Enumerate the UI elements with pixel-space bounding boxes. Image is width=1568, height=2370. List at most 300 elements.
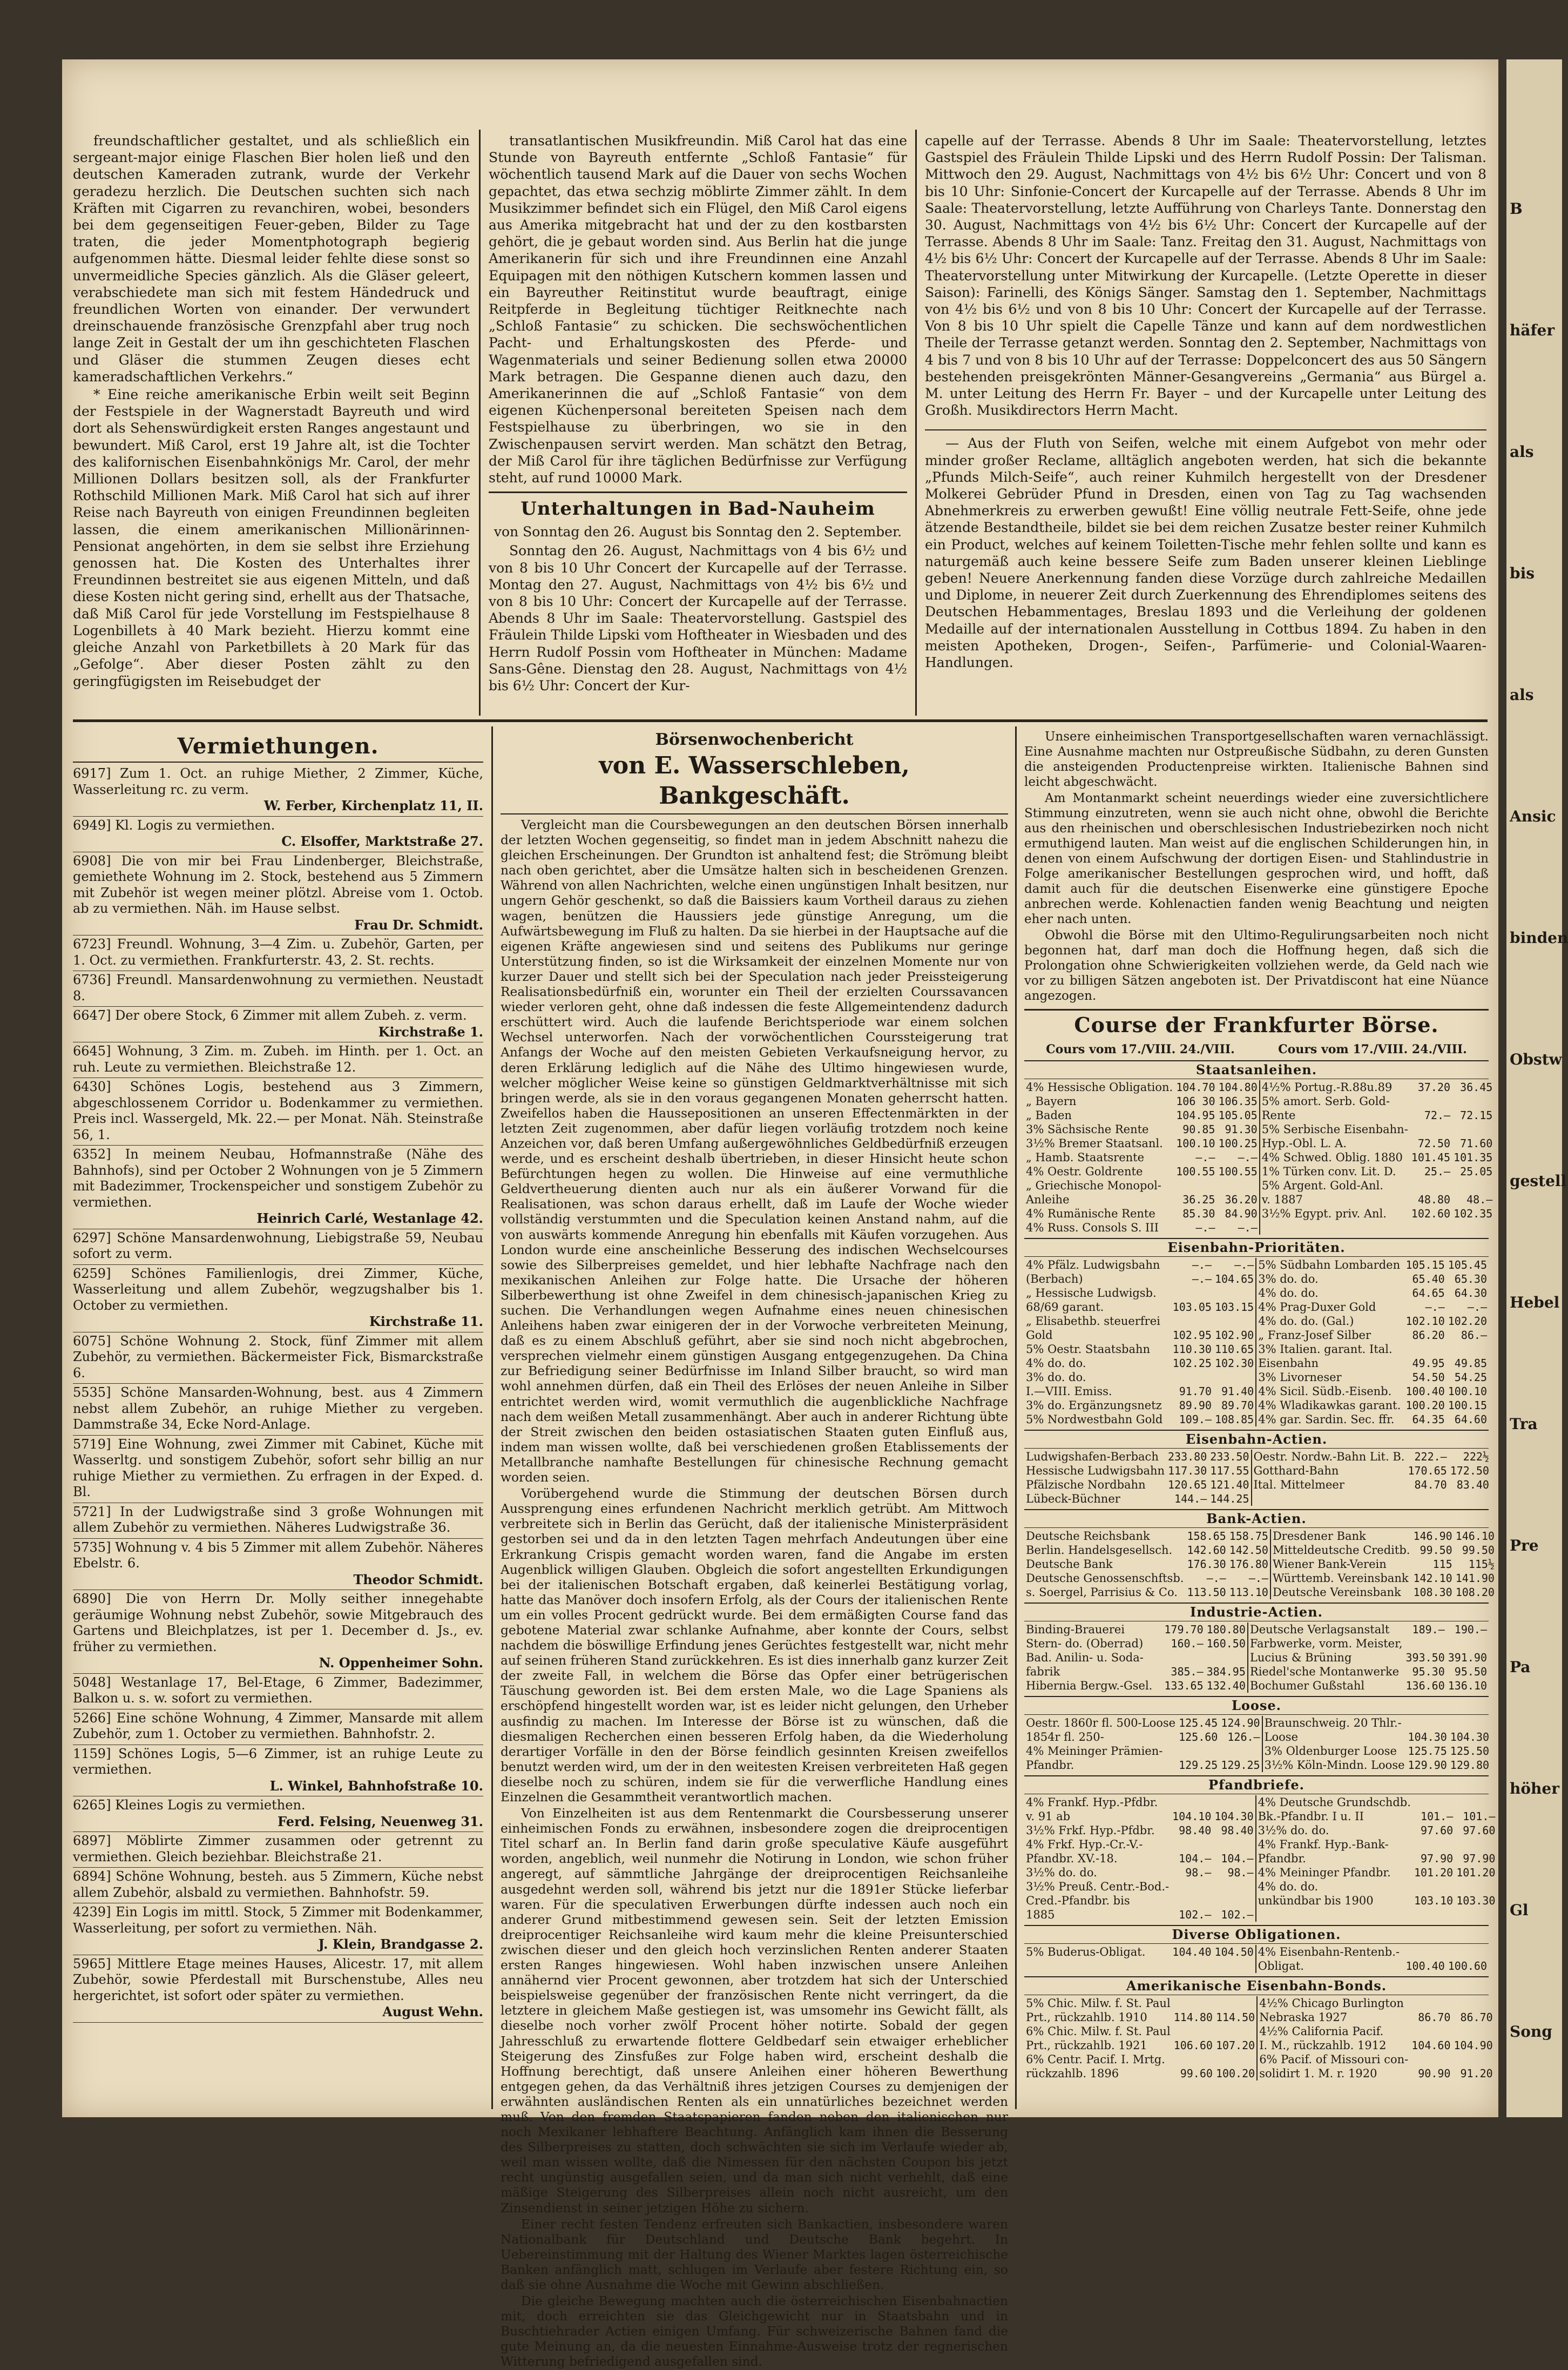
ad-text: 6723] Freundl. Wohnung, 3—4 Zim. u. Zubehör, Garten, per 1. Oct. zu vermiethen. Frankfurterstr. 43, 2. St. rechts. [73, 937, 483, 968]
course-value: 104.— [1179, 1852, 1212, 1865]
course-row [1024, 1543, 1496, 1557]
course-row [1024, 1450, 1491, 1464]
security-name: 1% Türken conv. Lit. D. [1261, 1165, 1396, 1178]
course-value: 91.70 [1179, 1385, 1212, 1398]
course-value: 49.95 [1412, 1357, 1445, 1370]
course-row [1024, 1412, 1489, 1426]
security-name: Nebraska 1927 [1259, 2011, 1348, 2024]
course-value: 103.10 [1414, 1894, 1454, 1907]
course-row [1024, 1996, 1495, 2010]
top-column-2 [489, 132, 907, 716]
course-row [1024, 1370, 1489, 1384]
security-name: Riedel'sche Montanwerke [1249, 1665, 1400, 1678]
course-value: 99.60 [1180, 2067, 1213, 2080]
ad-text: 6736] Freundl. Mansardenwohnung zu vermiethen. Neustadt 8. [73, 972, 483, 1004]
course-value: 97.90 [1420, 1852, 1454, 1865]
course-value: 384.95 [1205, 1665, 1248, 1679]
security-name: „ Elisabethb. steuerfrei [1026, 1315, 1160, 1328]
security-name: Lucius & Brüning [1249, 1651, 1352, 1664]
course-value: 146.90 [1413, 1530, 1452, 1543]
security-name: 5% amort. Serb. Gold- [1261, 1095, 1390, 1108]
classified-ad [73, 765, 483, 817]
course-value: 233.80 [1168, 1450, 1207, 1463]
course-value: 102.60 [1411, 1207, 1451, 1220]
course-value: 189.— [1412, 1623, 1445, 1636]
security-name: 4% Frkf. Hyp.-Cr.-V.- [1026, 1838, 1143, 1851]
ad-signature: N. Oppenheimer Sohn. [319, 1655, 483, 1671]
courses-header-right: Cours vom 17./VIII. 24./VIII. [1278, 1042, 1467, 1056]
course-row [1024, 2010, 1495, 2024]
security-name: Hyp.-Obl. L. A. [1261, 1137, 1347, 1150]
course-value: 176.80 [1228, 1557, 1270, 1571]
course-value: 114.50 [1214, 2010, 1257, 2024]
course-row [1024, 1492, 1491, 1506]
course-value [1447, 1945, 1489, 1959]
course-value [1455, 1795, 1497, 1809]
security-name [1252, 1492, 1407, 1506]
course-value: 102.— [1213, 1908, 1255, 1922]
classified-ad [73, 1332, 483, 1384]
course-value [1213, 1959, 1256, 1973]
course-value: 125.50 [1450, 1745, 1490, 1758]
course-value: 104.30 [1408, 1731, 1447, 1743]
security-name: 4% Russ. Consols S. III [1026, 1221, 1159, 1234]
course-row [1024, 1108, 1494, 1122]
security-name: 4% do. do. [1026, 1357, 1086, 1370]
courses-title: Course der Frankfurter Börse. [1024, 1009, 1489, 1040]
course-row [1024, 1398, 1489, 1412]
ad-text: 6430] Schönes Logis, bestehend aus 3 Zimmern, abgeschlossenem Corridor u. Bodenkammer zu vermiethen. Preis incl. Wassergeld, Mk. 22.— per Monat. Näh. Steinstraße 56, 1. [73, 1079, 483, 1142]
course-value: 105.45 [1448, 1258, 1487, 1271]
security-name: Pfälzische Nordbahn [1026, 1478, 1146, 1491]
course-row [1024, 1651, 1489, 1665]
course-value: 160.50 [1205, 1637, 1248, 1651]
security-name [1260, 1221, 1410, 1235]
report-paragraph: Einer recht festen Tendenz erfreuten sich Bankactien, insbesondere waren Nationalbank für Deutschland und Deutsche Bank begehrt. In Uebereinstimmung mit der Haltung des Wiener Marktes lagen österreichische Banken anfänglich matt, schlugen im Verlaufe aber festere Richtung ein, so daß sie ohne Ausnahme die Woche mit Gewinn abschließen. [501, 2217, 1008, 2292]
ads-list [73, 765, 483, 2023]
course-row [1024, 1179, 1494, 1193]
ad-text: 4239] Ein Logis im mittl. Stock, 5 Zimmer mit Bodenkammer, Wasserleitung, per sofort zu vermiethen. Näh. [73, 1904, 483, 1936]
course-value [1171, 1959, 1213, 1973]
security-name: 1885 [1026, 1908, 1055, 1921]
course-value [1171, 1795, 1213, 1809]
course-row [1024, 1258, 1489, 1272]
section-heading: Unterhaltungen in Bad-Nauheim [489, 491, 907, 521]
security-name: Hessische Ludwigsbahn [1026, 1464, 1165, 1477]
classified-ad [73, 817, 483, 852]
course-value: 54.50 [1412, 1371, 1445, 1384]
security-name: solidirt 1. M. r. 1920 [1259, 2067, 1377, 2080]
security-name: 3½% Egypt. priv. Anl. [1261, 1207, 1387, 1220]
course-value [1174, 1179, 1216, 1193]
ad-text: 1159] Schönes Logis, 5—6 Zimmer, ist an ruhige Leute zu vermiethen. [73, 1746, 483, 1777]
course-value [1452, 2024, 1494, 2038]
course-value: 170.65 [1408, 1464, 1447, 1477]
security-name: 4% gar. Sardin. Sec. ffr. [1258, 1413, 1395, 1426]
security-name: 3½% Köln-Mindn. Loose [1264, 1759, 1405, 1772]
classified-ad [73, 1436, 483, 1503]
course-value [1410, 1221, 1452, 1235]
course-value: 64.65 [1412, 1287, 1445, 1300]
security-name: Bochumer Gußstahl [1249, 1679, 1365, 1692]
ad-signature: L. Winkel, Bahnhofstraße 10. [269, 1777, 483, 1794]
newspaper-page [62, 59, 1498, 2369]
classified-ad [73, 1796, 483, 1832]
course-row [1024, 1730, 1491, 1744]
course-value: 104.10 [1172, 1810, 1212, 1823]
course-table [1024, 1622, 1489, 1693]
report-paragraph: Die gleiche Bewegung machten auch die österreichischen Eisenbahnactien mit, doch erreichten sie das Gleichgewicht nur in Staatsbahn und in Buschtiehrader Actien einigen Umfang. Für schweizerische Bahnen fand die gute Meinung an, da die neuesten Einnahme-Ausweise trotz der regnerischen Witterung befriedigend ausgefallen sind. [501, 2294, 1008, 2369]
course-value: 99.50 [1462, 1544, 1495, 1557]
course-value: 90.85 [1182, 1123, 1215, 1136]
course-value [1171, 1880, 1213, 1894]
course-value: 120.65 [1168, 1478, 1207, 1491]
course-value [1213, 1370, 1256, 1384]
course-value: —.— [1195, 1221, 1215, 1234]
course-row [1024, 1557, 1496, 1571]
classified-ad [73, 1868, 483, 1903]
security-name: (Berbach) [1026, 1272, 1083, 1285]
course-value: 126.— [1219, 1730, 1262, 1744]
course-value: 36.25 [1182, 1193, 1215, 1206]
security-name: 4% Oestr. Goldrente [1026, 1165, 1143, 1178]
course-value: 115 [1432, 1558, 1452, 1571]
course-value: 129.80 [1450, 1759, 1490, 1772]
ad-text: 6297] Schöne Mansardenwohnung, Liebigstraße 59, Neubau sofort zu verm. [73, 1230, 483, 1261]
course-value [1214, 1996, 1257, 2010]
security-name: Farbwerke, vorm. Meister, [1249, 1637, 1403, 1650]
course-value: 179.70 [1164, 1623, 1204, 1636]
course-value [1452, 1221, 1494, 1235]
horizontal-divider [73, 719, 1488, 722]
course-row [1024, 1221, 1494, 1235]
course-value [1213, 1795, 1255, 1809]
classified-ad [73, 1007, 483, 1042]
course-value: 102.35 [1454, 1207, 1493, 1220]
security-name: 4% Deutsche Grundschdb. [1258, 1796, 1411, 1809]
course-value: 89.90 [1179, 1399, 1212, 1412]
report-paragraph: Obwohl die Börse mit den Ultimo-Regulirungsarbeiten noch nicht begonnen hat, darf man doch die Hoffnung hegen, daß sich die Prolongation ohne Schwierigkeiten vollziehen werde, da Geld nach wie vor zu billigen Sätzen angeboten ist. Der Privatdiscont hat eine Nüance angezogen. [1024, 928, 1489, 1003]
course-row [1024, 1342, 1489, 1356]
course-value: 104.50 [1213, 1945, 1256, 1959]
course-value: 64.35 [1412, 1413, 1445, 1426]
course-value: 104.70 [1176, 1081, 1215, 1094]
edge-fragment: binden [1510, 929, 1568, 947]
security-name: 5% Argent. Gold-Anl. [1261, 1179, 1383, 1192]
ad-text: 6075] Schöne Wohnung 2. Stock, fünf Zimmer mit allem Zubehör, zu vermiethen. Bäckermeister Fick, Bismarckstraße 6. [73, 1333, 483, 1381]
course-value: 117.30 [1168, 1464, 1207, 1477]
security-name: Deutsche Reichsbank [1026, 1530, 1150, 1543]
course-section-title: Eisenbahn-Actien. [1024, 1430, 1489, 1449]
course-section-title: Industrie-Actien. [1024, 1603, 1489, 1621]
ad-signature: Kirchstraße 11. [369, 1314, 483, 1329]
course-value: 98.— [1213, 1866, 1255, 1880]
course-value: 102.20 [1448, 1315, 1487, 1328]
course-value: 108.30 [1413, 1586, 1452, 1599]
course-section-title: Loose. [1024, 1696, 1489, 1715]
classified-ad [73, 971, 483, 1007]
security-name: 5% Oestr. Staatsbahn [1026, 1343, 1151, 1356]
course-value: 100.20 [1405, 1399, 1445, 1412]
course-value [1214, 2024, 1257, 2038]
security-name: Prt., rückzahlb. 1910 [1026, 2011, 1147, 2024]
course-value: 144.25 [1208, 1492, 1251, 1506]
security-name: Oestr. Nordw.-Bahn Lit. B. [1253, 1450, 1405, 1463]
classified-ad [73, 1265, 483, 1332]
ad-text: 6647] Der obere Stock, 6 Zimmer mit allem Zubeh. z. verm. [73, 1008, 467, 1023]
course-value [1410, 2024, 1452, 2038]
course-value: 158.65 [1187, 1530, 1226, 1543]
security-name: 5% Serbische Eisenbahn- [1261, 1123, 1408, 1136]
security-name: 3½% Frkf. Hyp.-Pfdbr. [1026, 1824, 1155, 1837]
course-value [1213, 1837, 1255, 1851]
security-name: 3½% Preuß. Centr.-Bod.- [1026, 1880, 1170, 1893]
course-value: 99.50 [1420, 1544, 1452, 1557]
course-value [1412, 1837, 1455, 1851]
course-row [1024, 1866, 1497, 1880]
course-value: 100.10 [1448, 1385, 1487, 1398]
course-value: 233.50 [1208, 1450, 1251, 1464]
course-value: 48.— [1466, 1193, 1493, 1206]
course-value: —.— [1195, 1151, 1215, 1164]
ad-signature: Theodor Schmidt. [353, 1571, 483, 1587]
course-value: 90.90 [1418, 2067, 1451, 2080]
course-value: 385.— [1171, 1665, 1204, 1678]
course-value: 136.10 [1448, 1679, 1487, 1692]
course-value: 95.50 [1454, 1665, 1487, 1678]
course-value: 104.60 [1411, 2039, 1451, 2052]
course-row [1024, 1637, 1489, 1651]
course-value: 102.90 [1213, 1328, 1256, 1342]
course-value [1412, 1908, 1455, 1922]
course-value: 65.30 [1454, 1272, 1487, 1285]
adjacent-page-edge [1506, 59, 1568, 2117]
report-paragraph: Vorübergehend wurde die Stimmung der deutschen Börsen durch Aussprengung eines erfundenen Nachricht merklich getrübt. Am Mittwoch verbreitete sich in Berlin das Gerücht, daß der italienische Ministerpräsident gestorben sei und da in den letzten Tagen mehrfach Andeutungen über eine Erkrankung Crispis gemacht worden waren, fand die Angabe im ersten Augenblick willigen Glauben. Obgleich die sofort angestellten Erkundigungen bei der italienischen Botschaft ergaben, daß keinerlei Bestätigung vorlag, hatte das Manöver doch insofern Erfolg, als der Cours der italienischen Rente um ein volles Procent gedrückt wurde. Bei dem ermäßigten Course fand das gebotene Material zwar schlanke Aufnahme, aber konnte der Cours, selbst nachdem die böswillige Erfindung jenes Gerüchtes festgestellt war, nicht mehr auf seinen früheren Stand zurückkehren. Es ist dies innerhalb ganz kurzer Zeit der zweite Fall, in welchem die Börse das Opfer einer betrügerischen Täuschung geworden ist. Bei dem ersten Male, wo die Lage Spaniens als erschöpfend hingestellt worden war, ist es leider nicht gelungen, den Urheber ausfindig zu machen. Im Interesse der Börse ist zu wünschen, daß die diesmaligen Recherchen einen besseren Erfolg haben, da die Wiederholung derartiger Vorfälle in den der Börse feindlich gesinnten Kreisen zweifellos benutzt werden wird, um der in den weitesten Kreisen verbreiteten Haß gegen dieselbe noch zu schüren, indem sie für die verwerfliche Handlung eines Einzelnen die Gesammtheit verantwortlich machen. [501, 1486, 1008, 1805]
ad-text: 5735] Wohnung v. 4 bis 5 Zimmer mit allem Zubehör. Näheres Ebelstr. 6. [73, 1539, 483, 1571]
course-value [1410, 1094, 1452, 1108]
course-value: 180.80 [1205, 1622, 1248, 1637]
course-value [1172, 2024, 1214, 2038]
course-value: 97.90 [1463, 1852, 1496, 1865]
article-paragraph: transatlantischen Musikfreundin. Miß Carol hat das eine Stunde von Bayreuth entfernte „Schloß Fantasie“ für wöchentlich tausend Mark auf die Dauer von sechs Wochen gepachtet, das etwa sechzig möblirte Zimmer zählt. In dem Musikzimmer befindet sich ein Flügel, den Miß Carol eigens aus Amerika mitgebracht hat und der zu den kostbarsten gehört, die je gebaut worden sind. Aus Berlin hat die junge Amerikanerin für sich und ihre Freundinnen eine Anzahl Equipagen mit den nöthigen Kutschern kommen lassen und ein Bayreuther Reitinstitut wurde beauftragt, einige Reitpferde in Begleitung tüchtiger Reitknechte nach „Schloß Fantasie“ zu schicken. Die sechswöchentlichen Pacht- und Erhaltungskosten des Pferde- und Wagenmaterials und seiner Bedienung sollen etwa 20000 Mark betragen. Die Gespanne dienen auch dazu, den Amerikanerinnen die auf „Schloß Fantasie“ von dem eigenen Küchenpersonal bereiteten Speisen nach dem Festspielhause zu überbringen, wo sie in den Zwischenpausen servirt werden. Man schätzt den Betrag, der Miß Carol für ihre täglichen Bedürfnisse zur Verfügung steht, auf rund 10000 Mark. [489, 133, 907, 486]
course-row [1024, 1908, 1497, 1922]
course-value [1410, 2052, 1452, 2066]
top-column-3 [925, 132, 1486, 716]
course-row [1024, 1080, 1494, 1094]
edge-fragment: Pre [1510, 1537, 1539, 1554]
security-name: 4% Frankf. Hyp.-Pfdbr. [1026, 1796, 1158, 1809]
column-divider [1015, 726, 1017, 2109]
course-row [1024, 1744, 1491, 1758]
course-value: 101.35 [1454, 1151, 1493, 1164]
security-name: 3% do. do. [1026, 1371, 1086, 1384]
column-divider [491, 726, 493, 2109]
course-row [1024, 1150, 1494, 1164]
course-value: 393.50 [1405, 1651, 1445, 1664]
security-name: unkündbar bis 1900 [1258, 1894, 1374, 1907]
course-value [1452, 1094, 1494, 1108]
course-value: 113.50 [1187, 1586, 1226, 1599]
security-name: I.—VIII. Emiss. [1026, 1385, 1112, 1398]
security-name: Rente [1261, 1109, 1296, 1122]
course-value: 104.90 [1454, 2039, 1493, 2052]
security-name: 6% Pacif. of Missouri con- [1259, 2053, 1409, 2066]
course-value: 190.— [1454, 1623, 1487, 1636]
course-value: 104.30 [1450, 1731, 1490, 1743]
course-value: 100.55 [1176, 1165, 1215, 1178]
ad-text: 5721] In der Ludwigstraße sind 3 große Wohnungen mit allem Zubehör zu vermiethen. Näheres Ludwigstraße 36. [73, 1504, 483, 1535]
course-value: 104.80 [1216, 1080, 1259, 1094]
security-name: Deutsche Genossenschftsb. [1026, 1572, 1184, 1585]
course-value: 176.30 [1187, 1558, 1226, 1571]
course-value: 101.— [1463, 1810, 1496, 1823]
classified-ad [73, 935, 483, 971]
edge-fragment: gestell [1510, 1172, 1567, 1190]
course-value: 102.— [1179, 1908, 1212, 1921]
edge-fragment: Gl [1510, 1901, 1529, 1919]
course-value: 172.50 [1450, 1464, 1489, 1477]
report-paragraph: Unsere einheimischen Transportgesellschaften waren vernachlässigt. Eine Ausnahme machten nur Ostpreußische Südbahn, zu deren Gunsten die ansteigenden Productenpreise wirkten. Italienische Bahnen sind leicht abgeschwächt. [1024, 730, 1489, 789]
course-value [1404, 1637, 1447, 1651]
course-value: 49.85 [1454, 1357, 1487, 1370]
course-value [1213, 1286, 1256, 1300]
classified-ad [73, 1590, 483, 1674]
course-value: 36.20 [1216, 1193, 1259, 1207]
security-name: Württemb. Vereinsbank [1272, 1572, 1409, 1585]
course-value: 110.65 [1213, 1342, 1256, 1356]
course-value: 105.05 [1216, 1108, 1259, 1122]
course-value: 64.60 [1454, 1413, 1487, 1426]
security-name: Stern- do. (Oberrad) [1026, 1637, 1144, 1650]
report-paragraph: Vergleicht man die Coursbewegungen an den deutschen Börsen innerhalb der letzten Wochen gegenseitig, so findet man in jedem Abschnitt nahezu die gleichen Erscheinungen. Der Grundton ist anhaltend fest; die Strömung bleibt nach oben gerichtet, aber die Umsätze halten sich in bescheidenen Grenzen. Während von allen Nachrichten, welche einen ungünstigen Inhalt besitzen, nur ungern Gehör geschenkt, so daß die Baissiers kaum Vortheil daraus zu ziehen wagen, benützen die Haussiers jede günstige Anregung, um die Aufwärtsbewegung im Fluß zu halten. Da sie hierbei in der Hauptsache auf die eigenen Kräfte angewiesen sind und seitens des Publikums nur geringe Unterstützung finden, so ist die Wirksamkeit der einzelnen Momente nur von kurzer Dauer und stellt sich bei der Speculation nach jeder Preissteigerung Realisationsbedürfniß ein, worunter ein Theil der erzielten Courssavancen wieder verloren geht, ohne daß indessen die feste Allgemeintendenz dadurch erschüttert wird. Auch die laufende Berichtsperiode war einem solchen Wechsel unterworfen. Nach der vorwöchentlichen Courssteigerung trat Anfangs der Woche auf den meisten Gebieten Verkaufsneigung hervor, zu deren Erklärung lediglich auf die Nähe des Ultimo hingewiesen wurde, welcher möglicher Weise keine so günstigen Geldmarktverhältnisse mit sich bringen werde, als sie in den voraus gegangenen Monaten geherrscht hatten. Zweifellos haben die Haussepositionen an unseren Effectenmärkten in der letzten Zeit zugenommen, aber dafür liegen vorläufig trotzdem noch keine Anzeichen vor, daß beren Umfang außergewöhnliches Geldbedürfniß erzeugen werde, und es erscheint deshalb übertrieben, in dieser Hinsicht heute schon Befürchtungen hegen zu wollen. Die Hinweise auf eine vermuthliche Geldvertheuerung dienten auch nur als ein äußerer Vorwand für die Realisationen, was schon daraus erhellt, daß im Laufe der Woche wieder vollständig verstummten und die Speculation keinen Anstand nahm, auf die von auswärts kommende Anregung hin ebenfalls mit Käufen vorzugehen. Aus London wurde eine anscheinliche Besserung des indischen Wechselcourses sowie des Silberpreises gemeldet, und hier lebhafte Nachfrage nach den mexikanischen Anleihen zur Folge hatte. Die Ursache der höheren Silberbewerthung ist ohne Zweifel in dem chinesisch-japanischen Krieg zu suchen. Die Verhandlungen wegen Aufnahme eines neuen chinesischen Anleihens haben zwar einigeren der in der Vorwoche verbreiteten Meinung, daß es zu einem Abschluß geführt, aber sie sind noch nicht abgebrochen, versprechen vielmehr einem günstigen Ausgang entgegenzugehen. Da China zur Befriedigung seiner Bedürfnisse im Inland Silber braucht, so wird man wohl annehmen dürfen, daß ein Theil des Erlöses der neuen Anleihe in Silber entrichtet werden wird, womit vermuthlich die augenblickliche Nachfrage nach dem weißen Metall zusammenhängt. Aber auch in anderer Richtung übte der Streit zwischen den beiden ostasiatischen Staaten guten Einfluß aus, indem man wissen wollte, daß bei verschiedenen großen Etablissements der Metallbranche namhafte Bestellungen für chinesische Rechnung gemacht worden seien. [501, 818, 1008, 1485]
ad-text: 5048] Westanlage 17, Bel-Etage, 6 Zimmer, Badezimmer, Balkon u. s. w. sofort zu vermiethen. [73, 1674, 483, 1706]
security-name: v. 1887 [1261, 1193, 1303, 1206]
course-row [1024, 1679, 1489, 1693]
course-value: 129.90 [1408, 1759, 1447, 1772]
course-row [1024, 1894, 1497, 1908]
course-value: 25.— [1424, 1165, 1451, 1178]
security-name: 4% Schwed. Oblig. 1880 [1261, 1151, 1403, 1164]
report-paragraph: Von Einzelheiten ist aus dem Rentenmarkt die Coursbesserung unserer einheimischen Fonds zu erwähnen, insbesondere zogen die dreiprocentigen Titel scharf an. In Berlin fand darin große speculative Käufe ausgeführt worden, angeblich, weil nunmehr die Notirung in London, wie schon früher angeregt, auf sämmtliche Jahrgänge der dreiprocentigen Reichsanleihe ausgedehnt werden soll, während bis jetzt nur die 1891er Stücke lieferbar waren. Für die speculativen Erwerbungen dürfte indessen auch noch ein anderer Grund mitbestimmend gewesen sein. Seit der letzten Emission dreiprocentiger Reichsanleihe wird kaum mehr die kleine Preisunterschied zwischen dieser und den gleich hoch verzinslichen Renten anderer Staaten ersten Ranges hingewiesen. Wohl haben inzwischen unsere Anleihen annähernd vier Procent gewonnen, aber trotzdem hat sich der Unterschied beispielsweise gegenüber der französischen Rente nicht verringert, da die letztere in gleichem Maße gestiegen ist, was umsomehr ins Gewicht fällt, als dieselbe noch vorher zwölf Procent höher notirte. Sobald der gegen Jahresschluß zu erwartende flottere Geldbedarf sein etwaiger erheblicher Steigerung des Zinsfußes zur Folge haben wird, erscheint deshalb die Hoffnung berechtigt, daß unsere Anleihen einer höheren Bewerthung entgegen gehen, da das Verhältniß ihres jetzigen Courses zu demjenigen der erwähnten ausländischen Renten als ein unnatürliches bezeichnet werden muß. Von den fremden Staatspapieren fanden neben den italienischen nur noch Mexikaner lebhaftere Beachtung. Anfänglich kam ihnen die Besserung des Silberpreises zu statten, doch schwächten sie sich im Verlaufe wieder ab, weil man wissen wollte, daß die Nimessen für den nächsten Coupon bis jetzt recht ungünstig ausgefallen seien, und da man sich nicht verhehlt, daß eine mäßige Steigerung des Silberpreises allein noch nicht ausreicht, um den Zinsendienst in seiner jetzigen Höhe zu sichern. [501, 1806, 1008, 2216]
course-table [1024, 1450, 1491, 1506]
ad-signature: W. Ferber, Kirchenplatz 11, II. [263, 798, 483, 813]
security-name: „ Baden [1026, 1109, 1072, 1122]
course-value: 48.80 [1417, 1193, 1451, 1206]
course-value: 72.15 [1460, 1109, 1493, 1122]
course-value: 117.55 [1208, 1464, 1251, 1478]
security-name: 3½% do. do. [1026, 1866, 1097, 1879]
security-name: Ital. Mittelmeer [1253, 1478, 1344, 1491]
course-value: 222.— [1414, 1450, 1447, 1463]
course-value [1449, 1492, 1491, 1506]
course-value [1455, 1837, 1497, 1851]
security-name: 4½% California Pacif. [1259, 2025, 1384, 2038]
course-table [1024, 1080, 1494, 1235]
course-row [1024, 1716, 1491, 1730]
course-value: 100.15 [1448, 1399, 1487, 1412]
course-value: —.— [1206, 1572, 1226, 1585]
security-name: 4% Meininger Pfandbr. [1258, 1866, 1391, 1879]
security-name: 4% Frankf. Hyp.-Bank- [1258, 1838, 1389, 1851]
course-value [1406, 1492, 1448, 1506]
course-value: —.— [1216, 1150, 1259, 1164]
security-name: Pfandbr. [1026, 1759, 1074, 1772]
ad-text: 6917] Zum 1. Oct. an ruhige Miether, 2 Zimmer, Küche, Wasserleitung rc. zu verm. [73, 766, 483, 797]
course-value: 65.40 [1412, 1272, 1445, 1285]
courses-header [1024, 1042, 1489, 1057]
course-value: —.— [1213, 1258, 1256, 1272]
course-sections [1024, 1060, 1496, 2081]
ad-text: 6259] Schönes Familienlogis, drei Zimmer, Küche, Wasserleitung und allem Zubehör, wegzugshalber bis 1. October zu vermiethen. [73, 1265, 483, 1313]
course-value [1452, 1122, 1494, 1136]
course-value: 95.30 [1412, 1665, 1445, 1678]
course-row [1024, 1837, 1497, 1851]
course-value: 125.75 [1408, 1745, 1447, 1758]
course-value: 105.15 [1405, 1258, 1445, 1271]
course-value [1216, 1179, 1259, 1193]
vermiethungen-title: Vermiethungen. [73, 731, 483, 763]
course-value: 108.85 [1213, 1412, 1256, 1426]
security-name: „ Hamb. Staatsrente [1026, 1151, 1145, 1164]
article-paragraph: Sonntag den 26. August, Nachmittags von 4 bis 6½ und von 8 bis 10 Uhr Concert der Kurcapelle auf der Terrasse. Montag den 27. August, Nachmittags von 4½ bis 6½ und von 8 bis 10 Uhr: Concert der Kurcapelle auf der Terrasse. Abends 8 Uhr im Saale: Theatervorstellung. Gastspiel des Fräulein Thilde Lipski vom Hoftheater in Wiesbaden und des Herrn Rudolf Possin vom Hoftheater in München: Madame Sans-Gêne. Dienstag den 28. August, Nachmittags von 4½ bis 6½ Uhr: Concert der Kur- [489, 543, 907, 694]
course-value: 86.70 [1418, 2011, 1451, 2024]
course-row [1024, 1272, 1489, 1286]
course-value: 133.65 [1164, 1679, 1204, 1692]
boerse-heading [501, 729, 1008, 811]
classified-ad [73, 1042, 483, 1078]
course-row [1024, 1122, 1494, 1136]
course-row [1024, 1585, 1496, 1599]
course-table [1024, 1529, 1496, 1599]
course-value: —.— [1216, 1221, 1259, 1235]
classified-ad [73, 1674, 483, 1709]
article-paragraph: * Eine reiche amerikanische Erbin weilt seit Beginn der Festspiele in der Wagnerstadt Bayreuth und wird dort als Sehenswürdigkeit ersten Ranges angestaunt und bewundert. Miß Carol, erst 19 Jahre alt, ist die Tochter des kalifornischen Eisenbahnkönigs Mr. Carol, der mehr Millionen Dollars besitzen soll, als der Frankfurter Rothschild Millionen Mark. Miß Carol hat sich auf ihrer Reise nach Bayreuth von einigen Freundinnen begleiten lassen, die einem amerikanischen Millionärinnen-Pensionat angehörten, in dem sie selbst ihre Erziehung genossen hat. Die Kosten des Unterhaltes ihrer Freundinnen bestreitet sie aus eigenen Mitteln, und daß diese Kosten nicht gering sind, erhellt aus der Thatsache, daß Miß Carol für jede Vorstellung im Festspielhause 8 Logenbillets à 40 Mark bezieht. Hierzu kommt eine gleiche Anzahl von Parketbillets à 20 Mark für das „Gefolge“. Aber dieser Posten zählt zu den geringfügigsten im Reisebudget der [73, 387, 470, 689]
course-table [1024, 1795, 1497, 1922]
course-value: 101.45 [1411, 1151, 1451, 1164]
edge-fragment: B [1510, 200, 1523, 218]
security-name: Wiener Bank-Verein [1272, 1558, 1387, 1571]
course-value: 114.80 [1173, 2011, 1213, 2024]
security-name: Oestr. 1860r fl. 500-Loose [1026, 1716, 1176, 1729]
edge-fragment: als [1510, 686, 1534, 704]
ad-text: 6897] Möblirte Zimmer zusammen oder getrennt zu vermiethen. Gleich beziehbar. Bleichstraße 21. [73, 1833, 483, 1864]
ad-text: 6949] Kl. Logis zu vermiethen. [73, 817, 275, 833]
course-row [1024, 1136, 1494, 1150]
course-value [1404, 1945, 1446, 1959]
course-value: 142.60 [1187, 1544, 1226, 1557]
course-row [1024, 1622, 1489, 1637]
course-value: —.— [1228, 1571, 1270, 1585]
course-value: —.— [1192, 1272, 1212, 1285]
course-row [1024, 1529, 1496, 1543]
course-value: 107.20 [1214, 2038, 1257, 2052]
course-value: —.— [1192, 1258, 1212, 1271]
course-value: 146.10 [1455, 1530, 1495, 1543]
security-name: 5% Südbahn Lombarden [1258, 1258, 1401, 1271]
classified-ad [73, 1539, 483, 1591]
ad-signature: Ferd. Felsing, Neuenweg 31. [277, 1813, 483, 1829]
course-value [1171, 1837, 1213, 1851]
classified-ad [73, 852, 483, 936]
ad-text: 6894] Schöne Wohnung, besteh. aus 5 Zimmern, Küche nebst allem Zubehör, alsbald zu vermiethen. Bahnhofstr. 59. [73, 1869, 483, 1900]
ad-text: 6908] Die von mir bei Frau Lindenberger, Bleichstraße, gemiethete Wohnung im 2. Stock, bestehend aus 5 Zimmern mit Zubehör ist wegen meiner plötzl. Abreise vom 1. Octob. ab zu vermiethen. Näh. im Hause selbst. [73, 853, 483, 916]
edge-fragment: Song [1510, 2023, 1552, 2041]
ad-text: 5719] Eine Wohnung, zwei Zimmer mit Cabinet, Küche mit Wasserltg. und sonstigem Zubehör, sofort sehr billig an nur ruhige Miether zu vermiethen. Zu erfragen in der Exped. d. Bl. [73, 1436, 483, 1499]
edge-fragment: bis [1510, 564, 1535, 582]
course-value: 144.— [1174, 1492, 1207, 1505]
course-table [1024, 1996, 1495, 2081]
course-value [1213, 1880, 1255, 1894]
